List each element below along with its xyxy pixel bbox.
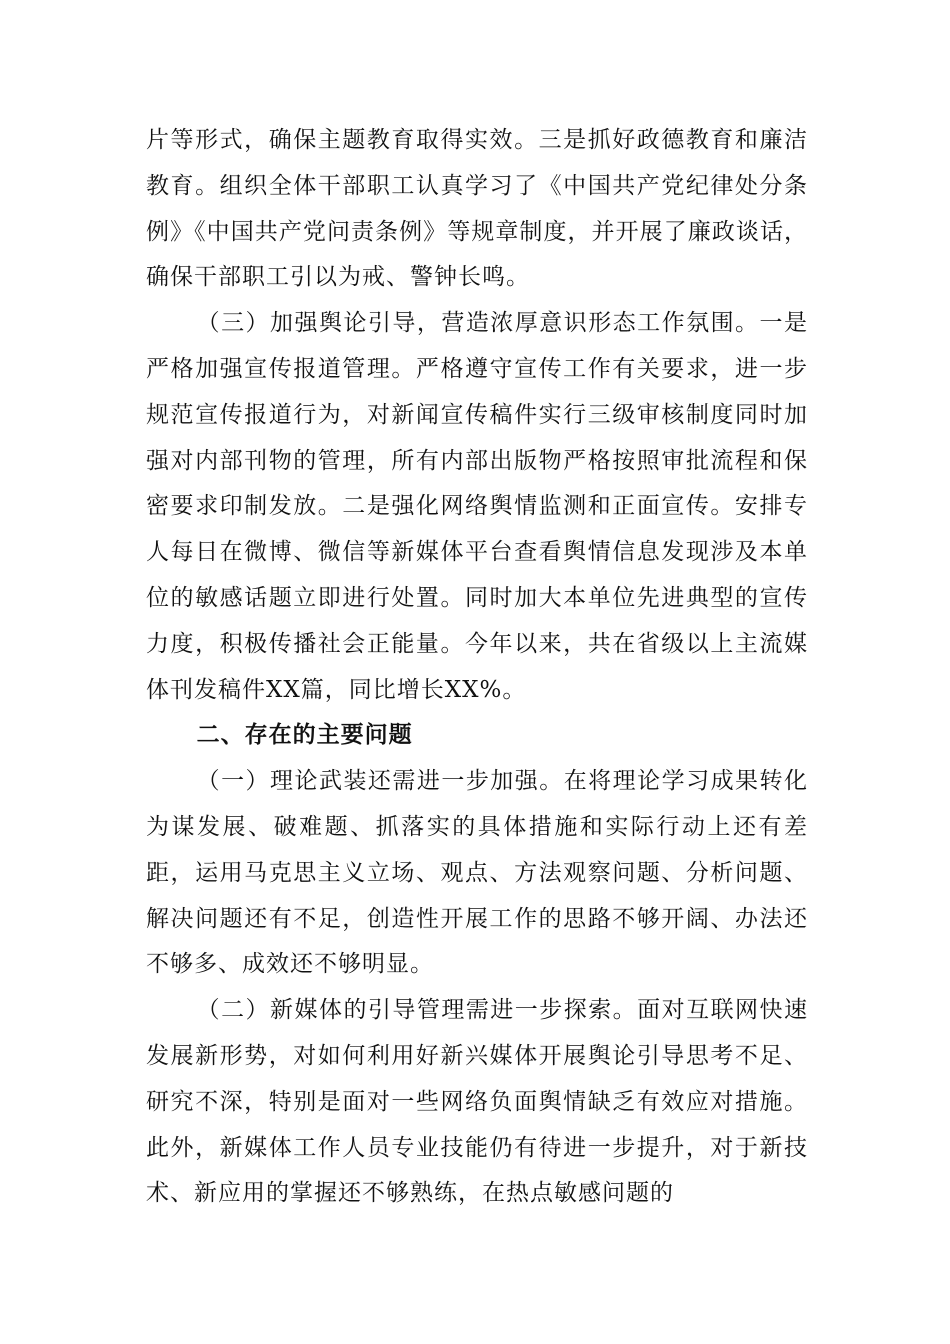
paragraph-theoretical-armament: （一）理论武装还需进一步加强。在将理论学习成果转化为谋发展、破难题、抓落实的具体措施和实际行动上还有差距，运用马克思主义立场、观点、方法观察问题、分析问题、解决问题还有不足，创造性开展工作的思路不够开阔、办法还不够多、成效还不够明显。 <box>146 768 808 978</box>
paragraph-theme-education-continued: 片等形式，确保主题教育取得实效。三是抓好政德教育和廉洁教育。组织全体干部职工认真学习了《中国共产党纪律处分条例》《中国共产党问责条例》等规章制度，并开展了廉政谈话，确保干部职工引以为戒、警钟长鸣。 <box>146 127 808 291</box>
paragraph-new-media-management: （二）新媒体的引导管理需进一步探索。面对互联网快速发展新形势，对如何利用好新兴媒体开展舆论引导思考不足、研究不深，特别是面对一些网络负面舆情缺乏有效应对措施。此外，新媒体工作人员专业技能仍有待进一步提升，对于新技术、新应用的掌握还不够熟练，在热点敏感问题的 <box>146 997 808 1207</box>
section-heading-main-problems: 二、存在的主要问题 <box>196 722 413 749</box>
document-page <box>146 118 808 1217</box>
paragraph-public-opinion-guidance: （三）加强舆论引导，营造浓厚意识形态工作氛围。一是严格加强宣传报道管理。严格遵守宣传工作有关要求，进一步规范宣传报道行为，对新闻宣传稿件实行三级审核制度同时加强对内部刊物的管理，所有内部出版物严格按照审批流程和保密要求印制发放。二是强化网络舆情监测和正面宣传。安排专人每日在微博、微信等新媒体平台查看舆情信息发现涉及本单位的敏感话题立即进行处置。同时加大本单位先进典型的宣传力度，积极传播社会正能量。今年以来，共在省级以上主流媒体刊发稿件XX篇，同比增长XX%。 <box>146 310 808 703</box>
